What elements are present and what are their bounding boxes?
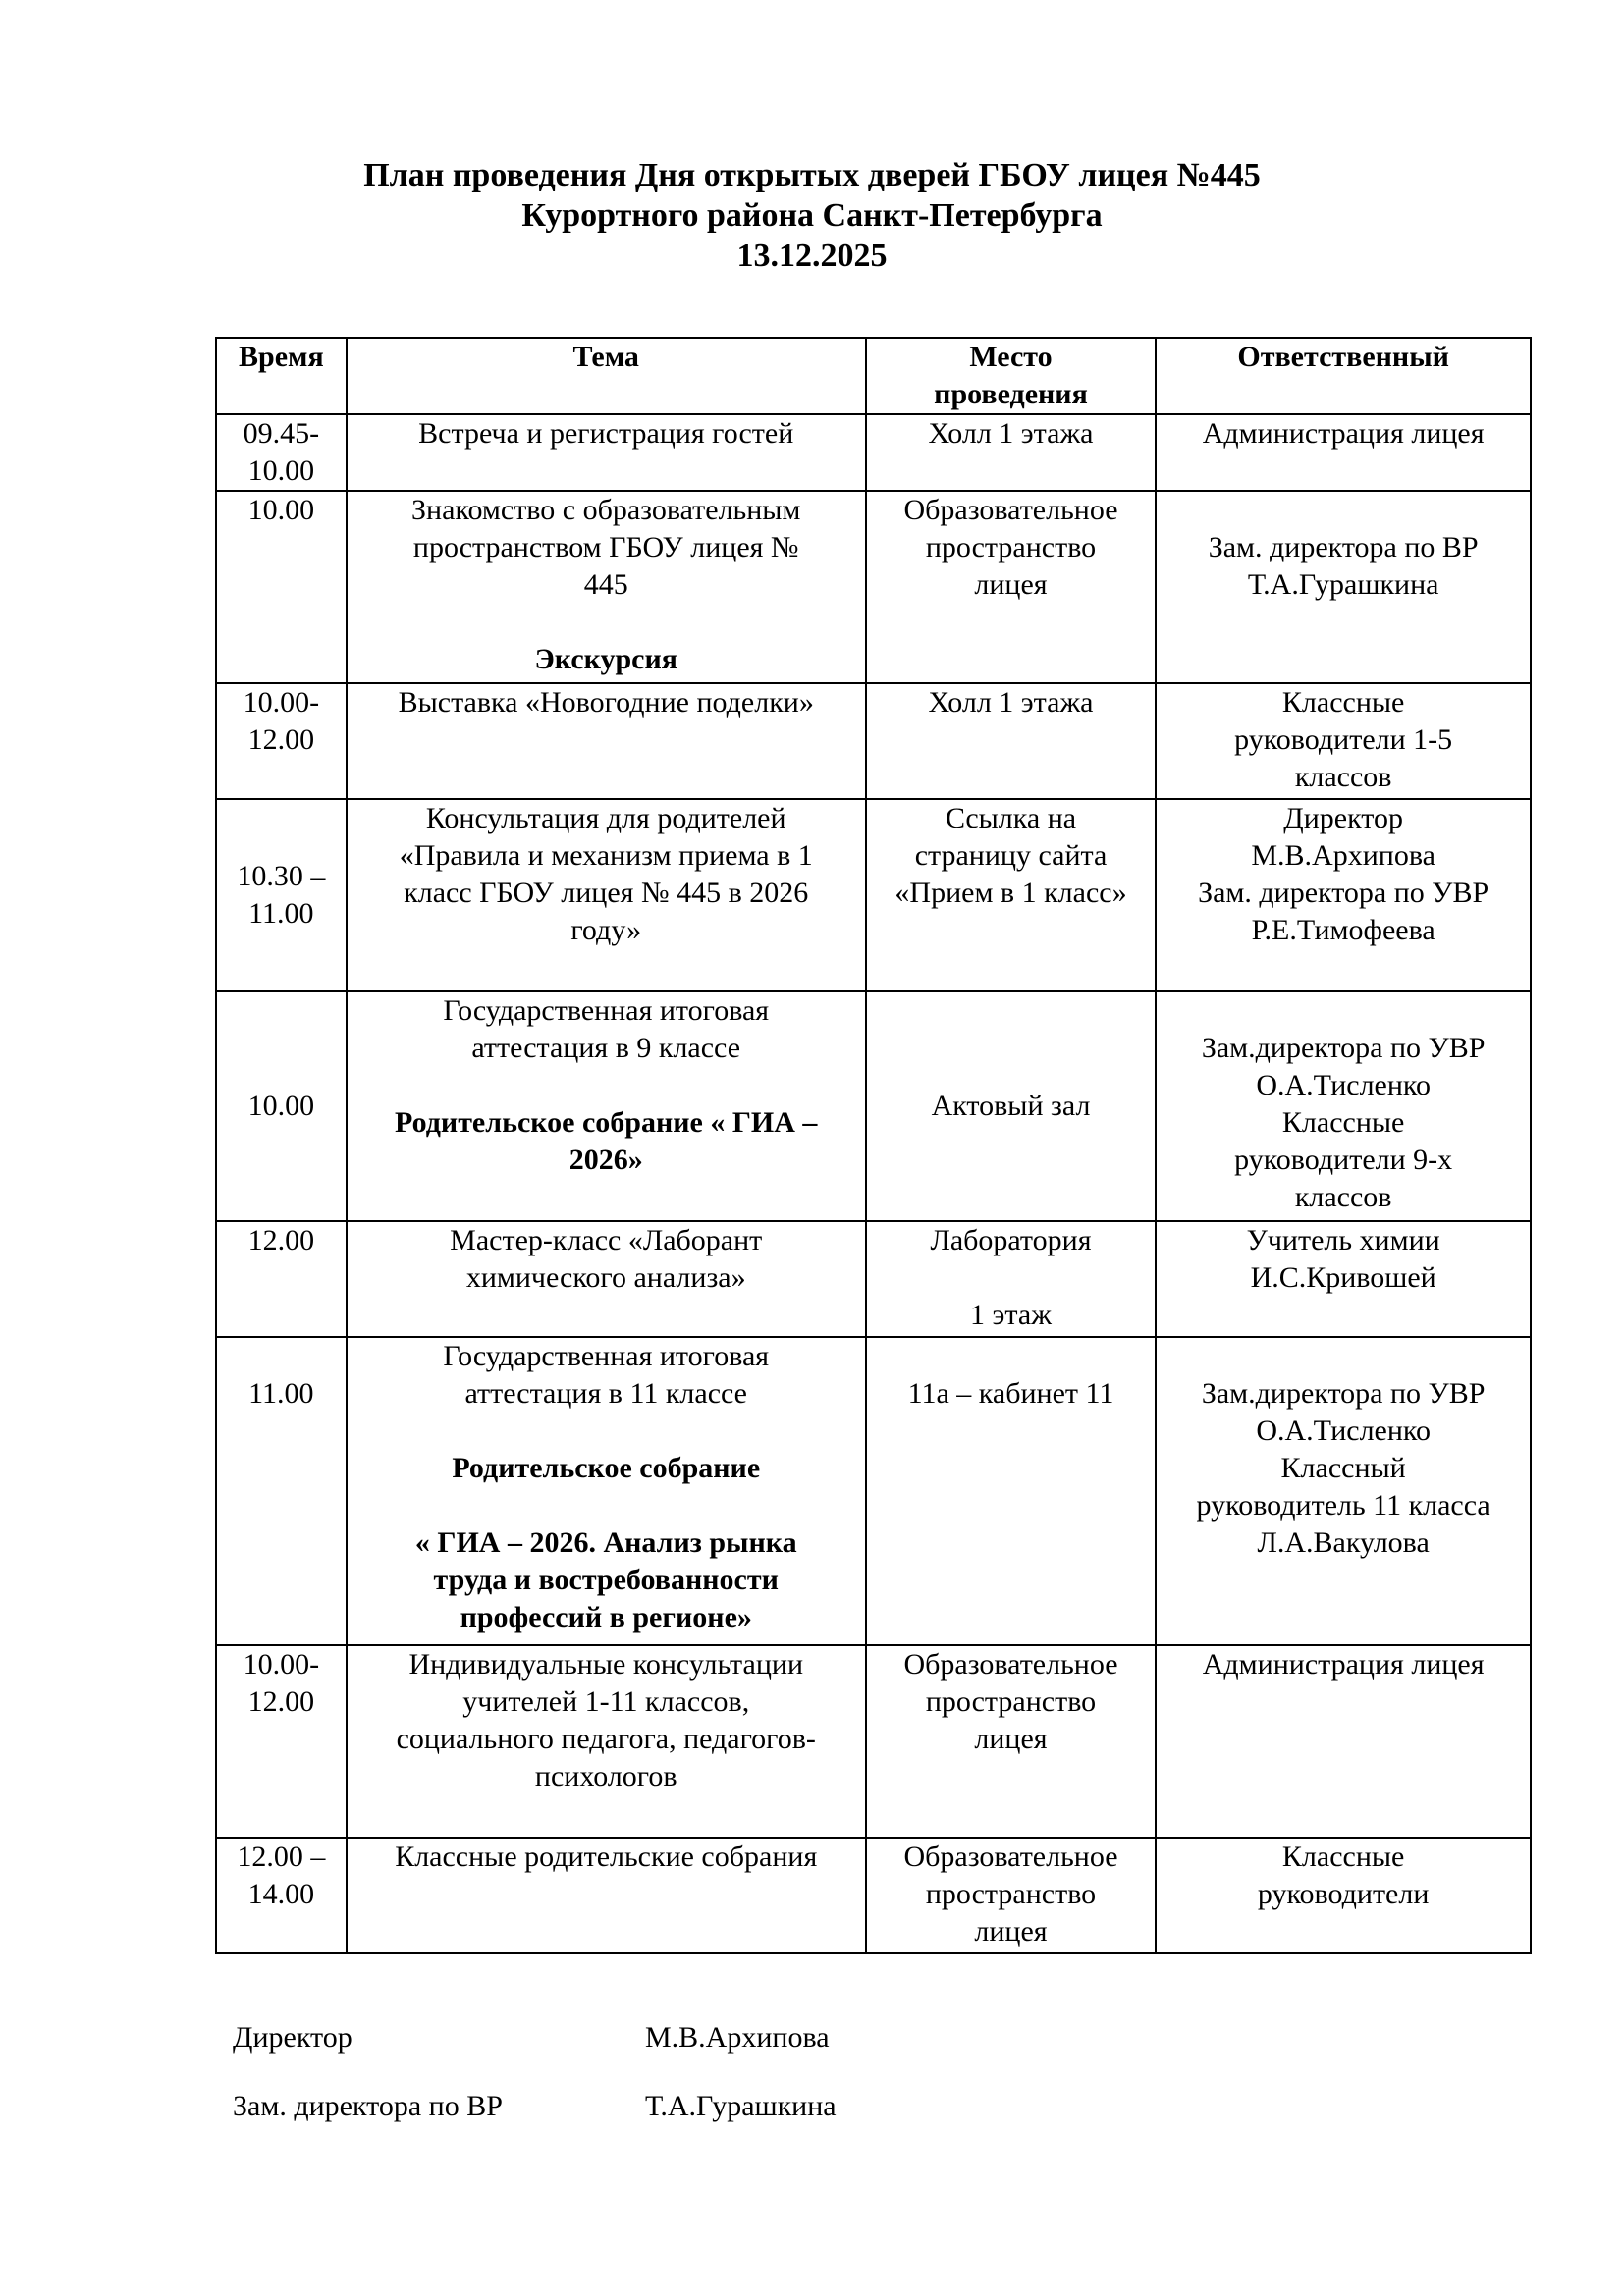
topic-line: аттестация в 11 классе bbox=[464, 1377, 748, 1410]
cell-place bbox=[866, 799, 1157, 991]
cell-responsible bbox=[1156, 1645, 1531, 1838]
title-line-2: Курортного района Санкт-Петербурга bbox=[521, 197, 1103, 234]
time-line: 09.45- bbox=[243, 417, 320, 450]
cell-place bbox=[866, 1838, 1157, 1953]
document-title bbox=[0, 155, 1624, 276]
topic-line: аттестация в 9 классе bbox=[471, 1032, 741, 1064]
table-row bbox=[216, 1838, 1531, 1953]
time-line: 12.00 bbox=[247, 1685, 315, 1718]
place-line: лицея bbox=[974, 568, 1048, 601]
responsible-line: руководитель 11 класса bbox=[1196, 1489, 1490, 1522]
responsible-line: классов bbox=[1294, 761, 1392, 793]
place-line: Образовательное bbox=[903, 1841, 1118, 1873]
cell-place bbox=[866, 491, 1157, 683]
topic-line: Консультация для родителей bbox=[425, 802, 786, 834]
cell-topic bbox=[347, 799, 866, 991]
title-line-3: 13.12.2025 bbox=[736, 238, 888, 274]
responsible-line: руководители bbox=[1257, 1878, 1430, 1910]
cell-place bbox=[866, 683, 1157, 799]
table-row bbox=[216, 991, 1531, 1221]
place-line: пространство bbox=[925, 531, 1097, 563]
topic-line: химического анализа» bbox=[465, 1261, 746, 1294]
place-line: Ссылка на bbox=[945, 802, 1077, 834]
topic-line: 445 bbox=[583, 568, 628, 601]
topic-bold-line: Экскурсия bbox=[534, 643, 678, 675]
cell-topic bbox=[347, 1337, 866, 1645]
responsible-line: Т.А.Гурашкина bbox=[1247, 568, 1439, 601]
table-row bbox=[216, 683, 1531, 799]
place-line: Холл 1 этажа bbox=[928, 686, 1094, 719]
topic-line: Мастер-класс «Лаборант bbox=[450, 1224, 763, 1256]
signature-name: Т.А.Гурашкина bbox=[645, 2090, 837, 2122]
table-row bbox=[216, 1337, 1531, 1645]
cell-time bbox=[216, 1337, 347, 1645]
time-line: 12.00 – bbox=[237, 1841, 326, 1873]
cell-topic bbox=[347, 1645, 866, 1838]
responsible-line: Администрация лицея bbox=[1202, 1648, 1485, 1681]
responsible-line: Классные bbox=[1281, 1841, 1405, 1873]
header-time: Время bbox=[216, 338, 347, 414]
topic-line: учителей 1-11 классов, bbox=[462, 1685, 750, 1718]
cell-place bbox=[866, 1645, 1157, 1838]
place-line: лицея bbox=[974, 1723, 1048, 1755]
topic-line: Знакомство с образовательным bbox=[411, 494, 801, 526]
responsible-line: руководители 9-х bbox=[1234, 1144, 1453, 1176]
topic-line: пространством ГБОУ лицея № bbox=[412, 531, 799, 563]
topic-line: психологов bbox=[534, 1760, 677, 1792]
topic-line: Государственная итоговая bbox=[443, 994, 770, 1027]
title-line-1: План проведения Дня открытых дверей ГБОУ лицея №445 bbox=[363, 157, 1261, 193]
topic-bold-line: Родительское собрание bbox=[452, 1452, 761, 1484]
cell-place bbox=[866, 1221, 1157, 1337]
table-header-row bbox=[216, 338, 1531, 414]
place-line: страницу сайта bbox=[914, 839, 1108, 872]
topic-bold-line: Родительское собрание « ГИА – bbox=[395, 1106, 818, 1139]
time-line: 10.00 bbox=[247, 494, 315, 526]
place-line: 1 этаж bbox=[970, 1299, 1052, 1331]
header-place bbox=[866, 338, 1157, 414]
cell-time bbox=[216, 414, 347, 491]
signature-role: Директор bbox=[233, 2021, 352, 2054]
responsible-line: Зам.директора по УВР bbox=[1201, 1032, 1486, 1064]
topic-bold-line: « ГИА – 2026. Анализ рынка bbox=[414, 1526, 797, 1559]
header-place-line-1: Место bbox=[969, 341, 1053, 373]
responsible-line: Классный bbox=[1280, 1452, 1406, 1484]
place-line: пространство bbox=[925, 1878, 1097, 1910]
time-line: 10.00 bbox=[247, 1090, 315, 1122]
place-line: Образовательное bbox=[903, 1648, 1118, 1681]
responsible-line: Классные bbox=[1281, 1106, 1405, 1139]
responsible-line: Классные bbox=[1281, 686, 1405, 719]
cell-time bbox=[216, 991, 347, 1221]
responsible-line: Зам. директора по ВР bbox=[1208, 531, 1479, 563]
responsible-line: Л.А.Вакулова bbox=[1257, 1526, 1430, 1559]
place-line: Холл 1 этажа bbox=[928, 417, 1094, 450]
place-line: Актовый зал bbox=[931, 1090, 1091, 1122]
time-line: 11.00 bbox=[248, 897, 314, 930]
cell-responsible bbox=[1156, 1337, 1531, 1645]
place-line: Лаборатория bbox=[930, 1224, 1092, 1256]
time-line: 10.00- bbox=[243, 686, 320, 719]
topic-line: Встреча и регистрация гостей bbox=[418, 417, 794, 450]
cell-responsible bbox=[1156, 991, 1531, 1221]
cell-responsible bbox=[1156, 799, 1531, 991]
responsible-line: Р.Е.Тимофеева bbox=[1251, 914, 1435, 946]
topic-line: Государственная итоговая bbox=[443, 1340, 770, 1372]
topic-line: году» bbox=[570, 914, 642, 946]
cell-responsible bbox=[1156, 491, 1531, 683]
table-row bbox=[216, 1221, 1531, 1337]
table-row bbox=[216, 799, 1531, 991]
header-place-line-2: проведения bbox=[934, 378, 1088, 410]
cell-responsible bbox=[1156, 414, 1531, 491]
responsible-line: Зам.директора по УВР bbox=[1201, 1377, 1486, 1410]
time-line: 12.00 bbox=[247, 1224, 315, 1256]
time-line: 10.00- bbox=[243, 1648, 320, 1681]
topic-line: класс ГБОУ лицея № 445 в 2026 bbox=[404, 877, 809, 909]
place-line: «Прием в 1 класс» bbox=[894, 877, 1127, 909]
table-row bbox=[216, 414, 1531, 491]
cell-place bbox=[866, 414, 1157, 491]
responsible-line: Администрация лицея bbox=[1202, 417, 1485, 450]
responsible-line: М.В.Архипова bbox=[1251, 839, 1435, 872]
signature-role: Зам. директора по ВР bbox=[233, 2090, 503, 2122]
cell-topic bbox=[347, 991, 866, 1221]
cell-topic bbox=[347, 491, 866, 683]
responsible-line: классов bbox=[1294, 1181, 1392, 1213]
time-line: 11.00 bbox=[248, 1377, 314, 1410]
responsible-line: Директор bbox=[1283, 802, 1404, 834]
topic-line: Классные родительские собрания bbox=[395, 1841, 818, 1873]
cell-time bbox=[216, 683, 347, 799]
signature-block bbox=[233, 2019, 837, 2157]
responsible-line: О.А.Тисленко bbox=[1256, 1415, 1431, 1447]
topic-line: «Правила и механизм приема в 1 bbox=[399, 839, 813, 872]
responsible-line: О.А.Тисленко bbox=[1256, 1069, 1431, 1101]
place-line: пространство bbox=[925, 1685, 1097, 1718]
cell-topic bbox=[347, 683, 866, 799]
time-line: 10.00 bbox=[247, 454, 315, 487]
cell-time bbox=[216, 1838, 347, 1953]
cell-time bbox=[216, 799, 347, 991]
topic-line: Индивидуальные консультации bbox=[408, 1648, 803, 1681]
responsible-line: Зам. директора по УВР bbox=[1198, 877, 1489, 909]
cell-topic bbox=[347, 1221, 866, 1337]
time-line: 14.00 bbox=[247, 1878, 315, 1910]
schedule-table bbox=[215, 337, 1532, 1954]
responsible-line: Учитель химии bbox=[1246, 1224, 1440, 1256]
signature-name: М.В.Архипова bbox=[645, 2021, 830, 2054]
topic-bold-line: 2026» bbox=[568, 1144, 643, 1176]
topic-line: Выставка «Новогодние поделки» bbox=[398, 686, 814, 719]
cell-place bbox=[866, 1337, 1157, 1645]
table-row bbox=[216, 1645, 1531, 1838]
cell-place bbox=[866, 991, 1157, 1221]
time-line: 10.30 – bbox=[237, 860, 326, 892]
cell-topic bbox=[347, 414, 866, 491]
topic-bold-line: труда и востребованности bbox=[433, 1564, 779, 1596]
cell-responsible bbox=[1156, 683, 1531, 799]
topic-bold-line: профессий в регионе» bbox=[460, 1601, 752, 1633]
cell-time bbox=[216, 1645, 347, 1838]
table-row bbox=[216, 491, 1531, 683]
place-line: лицея bbox=[974, 1915, 1048, 1948]
cell-time bbox=[216, 1221, 347, 1337]
header-responsible: Ответственный bbox=[1156, 338, 1531, 414]
header-topic: Тема bbox=[347, 338, 866, 414]
topic-line: социального педагога, педагогов- bbox=[396, 1723, 816, 1755]
signature-row bbox=[233, 2088, 837, 2157]
cell-time bbox=[216, 491, 347, 683]
time-line: 12.00 bbox=[247, 723, 315, 756]
responsible-line: И.С.Кривошей bbox=[1250, 1261, 1436, 1294]
signature-row bbox=[233, 2019, 837, 2088]
place-line: 11а – кабинет 11 bbox=[907, 1377, 1114, 1410]
place-line: Образовательное bbox=[903, 494, 1118, 526]
cell-responsible bbox=[1156, 1221, 1531, 1337]
responsible-line: руководители 1-5 bbox=[1234, 723, 1453, 756]
cell-responsible bbox=[1156, 1838, 1531, 1953]
cell-topic bbox=[347, 1838, 866, 1953]
